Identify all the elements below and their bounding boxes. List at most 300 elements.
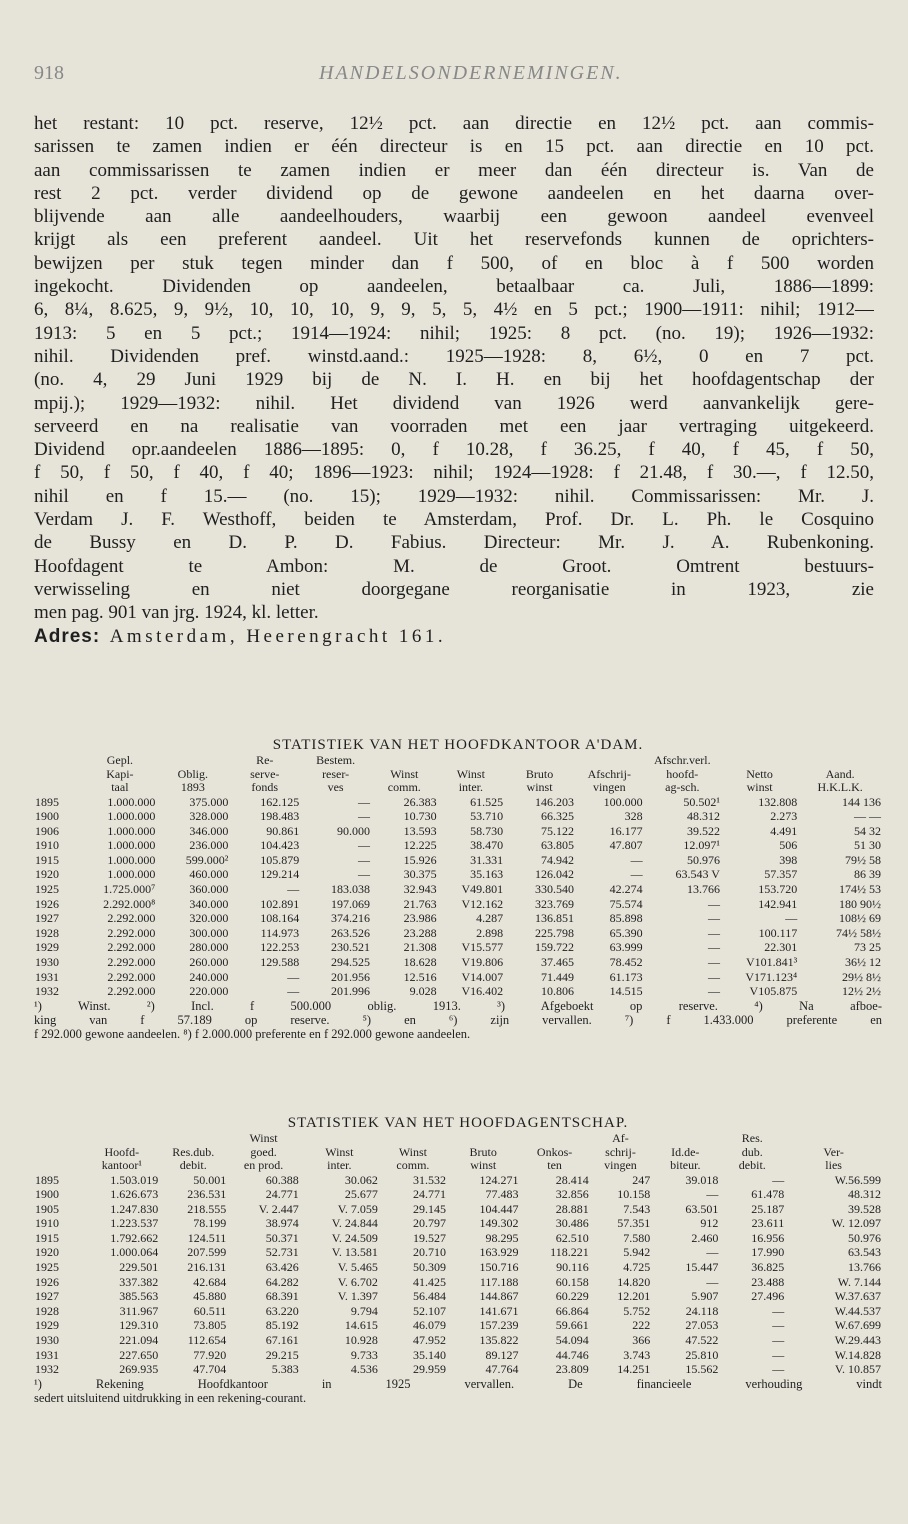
table-cell: 86 39 — [854, 867, 881, 882]
table-cell: 163.929 — [479, 1245, 519, 1260]
table-cell: 39.522 — [686, 823, 720, 838]
year-cell: 1927 — [35, 911, 59, 926]
table-cell: — — [287, 984, 300, 999]
table-cell: 229.501 — [119, 1260, 159, 1275]
table-cell: 4.536 — [350, 1362, 378, 1377]
table-cell: — — [772, 1333, 785, 1348]
column-header — [575, 754, 644, 768]
table-cell: — — [707, 955, 720, 970]
table-cell: 230.521 — [331, 940, 371, 955]
table-cell: 47.807 — [609, 838, 643, 853]
column-header: Afschr.verl. — [653, 754, 711, 767]
table-cell: 19.527 — [412, 1230, 446, 1245]
table-row — [34, 882, 882, 897]
table-cell: 18.628 — [403, 955, 437, 970]
table-cell: 63.805 — [540, 838, 574, 853]
table-cell: 46.079 — [412, 1318, 446, 1333]
table-cell: 323.769 — [534, 896, 574, 911]
table-cell: 42.684 — [193, 1274, 227, 1289]
year-cell: 1926 — [35, 1274, 59, 1289]
table-cell: — — [706, 1274, 719, 1289]
table-cell: W.29.443 — [834, 1333, 881, 1348]
table-cell: 63.220 — [265, 1303, 299, 1318]
column-header: ten — [547, 1159, 562, 1172]
table-cell: 15.447 — [685, 1260, 719, 1275]
table-cell: 24.118 — [685, 1303, 719, 1318]
column-header: comm. — [396, 1159, 430, 1172]
table-cell: — — [358, 838, 371, 853]
table-cell: W. 12.097 — [831, 1216, 881, 1231]
table-cell: V15.577 — [461, 940, 504, 955]
column-header: schrij- — [605, 1145, 636, 1159]
head-office-statistics — [34, 736, 882, 1041]
table-cell: 20.710 — [412, 1245, 446, 1260]
year-cell: 1930 — [35, 955, 59, 970]
table-cell: 30.375 — [403, 867, 437, 882]
column-header: comm. — [387, 781, 421, 794]
table-cell: 108.164 — [260, 911, 300, 926]
table-cell: 20.797 — [412, 1216, 446, 1231]
table-cell: 75.574 — [609, 896, 643, 911]
table-cell: 108½ 69 — [839, 911, 881, 926]
footnote: king van f 57.189 op reserve. ⁵) en ⁶) zijn vervallen. ⁷) f 1.433.000 preferente en — [34, 1013, 882, 1028]
head-agency-statistics — [34, 1114, 882, 1405]
table-cell: 2.273 — [770, 809, 798, 824]
table-cell: 1.626.673 — [110, 1187, 159, 1202]
table-cell: 30.486 — [555, 1216, 589, 1231]
body-line: Verdam J. F. Westhoff, beiden te Amsterdam, Prof. Dr. L. Ph. le Cosquino — [34, 509, 874, 531]
year-cell: 1895 — [35, 1172, 59, 1187]
body-line: (no. 4, 29 Juni 1929 bij de N. I. H. en bij het hoofdagentschap der — [34, 369, 874, 391]
table-cell: 48.312 — [848, 1187, 881, 1202]
table-cell: 90.116 — [556, 1260, 589, 1275]
year-cell: 1906 — [35, 823, 59, 838]
table-row — [34, 1304, 882, 1319]
year-cell: 1928 — [35, 1303, 59, 1318]
column-header: Ver- — [823, 1145, 844, 1159]
body-line: nihil. Dividenden pref. winstd.aand.: 1925—1928: 8, 6½, 0 en 7 pct. — [34, 345, 874, 367]
table-cell: 66.325 — [540, 809, 574, 824]
table-row — [34, 1333, 882, 1348]
year-cell: 1932 — [35, 984, 59, 999]
column-header: Gepl. — [106, 754, 134, 767]
column-header: Winst — [390, 767, 419, 781]
table-cell: 280.000 — [189, 940, 229, 955]
table-cell: 60.229 — [555, 1289, 589, 1304]
year-cell: 1910 — [35, 838, 59, 853]
table-cell: 50.309 — [412, 1260, 446, 1275]
table-cell: 2.460 — [691, 1230, 719, 1245]
body-line: krijgt als een preferent aandeel. Uit het reservefonds kunnen de oprichters- — [34, 229, 874, 251]
table-cell: 63.426 — [265, 1260, 299, 1275]
column-header — [34, 1159, 85, 1173]
table-cell: 153.720 — [758, 882, 798, 897]
table-cell: 247 — [632, 1172, 651, 1187]
column-header: inter. — [458, 781, 484, 794]
table-cell: 63.543 V — [675, 867, 720, 882]
table-cell: 221.094 — [119, 1333, 159, 1348]
page-number: 918 — [34, 62, 64, 84]
table-cell: 74½ 58½ — [836, 925, 881, 940]
table-cell: 9.733 — [350, 1347, 378, 1362]
table-cell: 53.710 — [470, 809, 504, 824]
address-value: Amsterdam, Heerengracht 161. — [109, 625, 447, 647]
table-cell: 89.127 — [485, 1347, 519, 1362]
table-cell: 78.452 — [609, 955, 643, 970]
table-row — [34, 1202, 882, 1217]
table-cell: 60.388 — [265, 1172, 299, 1187]
column-header — [785, 1132, 882, 1146]
header-row — [34, 754, 882, 768]
column-header — [798, 754, 882, 768]
body-line: mpij.); 1929—1932: nihil. Het dividend van 1926 werd aanvankelijk gere- — [34, 392, 874, 414]
column-header: reser- — [322, 767, 350, 781]
table-row — [34, 955, 882, 970]
table-cell: 346.000 — [189, 823, 229, 838]
table-cell: 28.881 — [555, 1201, 589, 1216]
table-cell: 183.038 — [331, 882, 371, 897]
column-header: Af- — [612, 1132, 629, 1145]
table-row — [34, 824, 882, 839]
table-row — [34, 1318, 882, 1333]
table-cell: 197.069 — [331, 896, 371, 911]
table-cell: 159.722 — [534, 940, 574, 955]
table-cell: 58.730 — [470, 823, 504, 838]
table-cell: 39.528 — [848, 1201, 881, 1216]
page-header — [34, 62, 874, 92]
table-cell: 57.351 — [617, 1216, 651, 1231]
body-line: men pag. 901 van jrg. 1924, kl. letter. — [34, 602, 319, 624]
column-header: debit. — [738, 1159, 766, 1172]
table-cell: 47.522 — [685, 1333, 719, 1348]
column-header — [519, 1132, 589, 1146]
year-cell: 1927 — [35, 1289, 59, 1304]
column-header: ves — [327, 781, 344, 794]
table-cell: 162.125 — [260, 794, 300, 809]
header-row — [34, 768, 882, 782]
column-header: Res. — [741, 1132, 763, 1145]
year-cell: 1929 — [35, 1318, 59, 1333]
table-cell: — — [772, 1347, 785, 1362]
table-cell: V. 10.857 — [834, 1362, 881, 1377]
column-header — [447, 1132, 519, 1146]
table-cell: 13.593 — [403, 823, 437, 838]
column-header: dub. — [741, 1145, 763, 1159]
table-cell: 65.390 — [609, 925, 643, 940]
column-header: serve- — [250, 767, 280, 781]
table-cell: 1.503.019 — [110, 1172, 159, 1187]
table-cell: 54.094 — [555, 1333, 589, 1348]
column-header — [156, 754, 229, 768]
table-cell: 7.580 — [623, 1230, 651, 1245]
table-row — [34, 853, 882, 868]
column-header: Id.de- — [671, 1145, 700, 1159]
table-cell: 50.371 — [265, 1230, 299, 1245]
table-cell: W.44.537 — [834, 1303, 881, 1318]
column-header: hoofd- — [666, 767, 699, 781]
table-cell: 14.615 — [344, 1318, 378, 1333]
table-cell: 144 136 — [842, 794, 881, 809]
table-cell: 90.000 — [337, 823, 371, 838]
table-cell: 328.000 — [189, 809, 229, 824]
table-cell: 263.526 — [331, 925, 371, 940]
table-cell: 13.766 — [686, 882, 720, 897]
table-cell: 9.794 — [350, 1303, 378, 1318]
table-cell: 1.000.000 — [107, 867, 156, 882]
table-cell: 85.192 — [265, 1318, 299, 1333]
table-cell: 5.383 — [271, 1362, 299, 1377]
table-cell: 311.967 — [119, 1303, 159, 1318]
table-cell: W. 7.144 — [837, 1274, 881, 1289]
table-cell: 129.214 — [260, 867, 300, 882]
table-cell: 27.496 — [751, 1289, 785, 1304]
table-cell: 16.177 — [609, 823, 643, 838]
table-cell: — — [287, 969, 300, 984]
table-cell: 36½ 12 — [845, 955, 881, 970]
table-cell: 129.310 — [119, 1318, 159, 1333]
table-cell: — — [358, 852, 371, 867]
column-header: Winst — [456, 767, 485, 781]
body-line: het restant: 10 pct. reserve, 12½ pct. aan directie en 12½ pct. aan commis- — [34, 113, 874, 134]
table-cell: 63.999 — [609, 940, 643, 955]
table-cell: 2.292.000 — [107, 984, 156, 999]
table-cell: — — [707, 911, 720, 926]
table-cell: V. 24.509 — [331, 1230, 378, 1245]
year-cell: 1926 — [35, 896, 59, 911]
table-cell: 4.491 — [770, 823, 798, 838]
table-cell: 102.891 — [260, 896, 300, 911]
body-line: 6, 8¼, 8.625, 9, 9½, 10, 10, 10, 9, 9, 5, 5, 4½ en 5 pct.; 1900—1911: nihil; 1912— — [34, 299, 874, 321]
table-cell: V. 6.702 — [337, 1274, 378, 1289]
table-cell: 2.292.000 — [107, 911, 156, 926]
table-cell: 5.752 — [623, 1303, 651, 1318]
table-cell: 73 25 — [854, 940, 881, 955]
table-cell: 26.383 — [403, 794, 437, 809]
column-header: Bruto — [525, 767, 554, 781]
table-cell: 240.000 — [189, 969, 229, 984]
table-cell: — — — [854, 809, 881, 824]
table-cell: 21.308 — [403, 940, 437, 955]
table-cell: W.56.599 — [834, 1172, 881, 1187]
table-cell: V. 2.447 — [258, 1201, 299, 1216]
table-cell: 29.145 — [412, 1201, 446, 1216]
table-cell: V. 13.581 — [331, 1245, 378, 1260]
table-cell: 29½ 8½ — [842, 969, 881, 984]
body-text — [34, 112, 874, 648]
table-cell: 10.928 — [344, 1333, 378, 1348]
table-cell: — — [358, 867, 371, 882]
table-cell: 23.986 — [403, 911, 437, 926]
footnote: sedert uitsluitend uitdrukking in een rekening-courant. — [34, 1391, 307, 1406]
column-header: vingen — [604, 1159, 637, 1172]
table-cell: 23.288 — [403, 925, 437, 940]
table-cell: 1.000.000 — [107, 823, 156, 838]
column-header: winst — [470, 1159, 497, 1172]
body-line: serveerd en na realisatie van voorraden met een jaar vertraging uitgekeerd. — [34, 415, 874, 437]
table-cell: W.67.699 — [834, 1318, 881, 1333]
table-cell: 30.062 — [344, 1172, 378, 1187]
table-row — [34, 809, 882, 824]
table-cell: 142.941 — [758, 896, 798, 911]
table-cell: 5.907 — [691, 1289, 719, 1304]
table-cell: 340.000 — [189, 896, 229, 911]
header-row — [34, 1146, 882, 1160]
year-cell: 1895 — [35, 794, 59, 809]
head-office-table — [34, 754, 882, 999]
column-header — [371, 754, 438, 768]
column-header: vingen — [592, 781, 626, 794]
body-line: sarissen te zamen indien er één directeur is en 15 pct. aan directie en 10 pct. — [34, 136, 874, 158]
table-cell: 73.805 — [193, 1318, 227, 1333]
table-cell: 12½ 2½ — [842, 984, 881, 999]
year-cell: 1929 — [35, 940, 59, 955]
year-cell: 1905 — [35, 1201, 59, 1216]
table-cell: — — [772, 1303, 785, 1318]
column-header: Kapi- — [106, 767, 134, 781]
table-cell: 38.470 — [470, 838, 504, 853]
column-header: Bruto — [469, 1145, 497, 1159]
table-cell: — — [772, 1172, 785, 1187]
column-header: lies — [825, 1159, 842, 1172]
column-header: Afschrij- — [587, 767, 631, 781]
table-cell: 52.107 — [412, 1303, 446, 1318]
table-cell: 117.188 — [479, 1274, 519, 1289]
table-cell: — — [707, 925, 720, 940]
table-cell: 1.247.830 — [110, 1201, 159, 1216]
table-cell: 36.825 — [751, 1260, 785, 1275]
table-cell: 398 — [779, 852, 798, 867]
header-row — [34, 1159, 882, 1173]
table-row — [34, 1289, 882, 1304]
year-cell: 1920 — [35, 867, 59, 882]
table-cell: 63.501 — [685, 1201, 719, 1216]
table-cell: 198.483 — [260, 809, 300, 824]
column-header: Bestem. — [316, 754, 356, 767]
table-cell: 328 — [624, 809, 643, 824]
table-cell: 374.216 — [331, 911, 371, 926]
table-cell: 599.000² — [185, 852, 229, 867]
table-cell: 4.287 — [476, 911, 504, 926]
body-line: blijvende aan alle aandeelhouders, waarbij een gewoon aandeel evenveel — [34, 206, 874, 228]
table-cell: 2.292.000 — [107, 969, 156, 984]
table-cell: 141.671 — [479, 1303, 519, 1318]
table-cell: 225.798 — [534, 925, 574, 940]
table-cell: 136.851 — [534, 911, 574, 926]
table-cell: 366 — [632, 1333, 651, 1348]
table-cell: 60.511 — [193, 1303, 227, 1318]
column-header — [379, 1132, 447, 1146]
table-cell: 135.822 — [479, 1333, 519, 1348]
year-cell: 1920 — [35, 1245, 59, 1260]
table-cell: 56.484 — [412, 1289, 446, 1304]
table-cell: 385.563 — [119, 1289, 159, 1304]
table-cell: 122.253 — [260, 940, 300, 955]
address-label: Adres: — [34, 625, 101, 647]
table-row — [34, 1260, 882, 1275]
table-cell: 47.764 — [485, 1362, 519, 1377]
table-caption: STATISTIEK VAN HET HOOFDAGENTSCHAP. — [287, 1115, 629, 1131]
table-row — [34, 1275, 882, 1290]
table-cell: V. 7.059 — [337, 1201, 378, 1216]
column-header: winst — [746, 781, 773, 794]
table-cell: 9.028 — [409, 984, 437, 999]
table-cell: 14.515 — [609, 984, 643, 999]
body-line: de Bussy en D. P. D. Fabius. Directeur: Mr. J. A. Rubenkoning. — [34, 532, 874, 554]
table-cell: 27.053 — [685, 1318, 719, 1333]
table-cell: 236.531 — [187, 1187, 227, 1202]
table-row — [34, 984, 882, 999]
table-row — [34, 970, 882, 985]
body-line: Hoofdagent te Ambon: M. de Groot. Omtrent bestuurs- — [34, 555, 874, 577]
table-cell: 10.158 — [617, 1187, 651, 1202]
body-line: nihil en f 15.— (no. 15); 1929—1932: nihil. Commissarissen: Mr. J. — [34, 485, 874, 507]
table-cell: 236.000 — [189, 838, 229, 853]
column-header: fonds — [251, 781, 279, 794]
table-row — [34, 1348, 882, 1363]
table-cell: — — [287, 882, 300, 897]
table-cell: 90.861 — [266, 823, 300, 838]
table-row — [34, 1231, 882, 1246]
table-cell: — — [358, 809, 371, 824]
table-row — [34, 1187, 882, 1202]
table-cell: 157.239 — [479, 1318, 519, 1333]
table-row — [34, 1245, 882, 1260]
table-cell: V14.007 — [461, 969, 504, 984]
head-agency-table — [34, 1132, 882, 1377]
table-cell: 104.447 — [479, 1201, 519, 1216]
table-cell: 77.483 — [485, 1187, 519, 1202]
year-cell: 1910 — [35, 1216, 59, 1231]
table-cell: V49.801 — [461, 882, 504, 897]
table-cell: 104.423 — [260, 838, 300, 853]
table-cell: 126.042 — [534, 867, 574, 882]
table-cell: 174½ 53 — [839, 882, 881, 897]
table-cell: 100.117 — [758, 925, 798, 940]
table-cell: 7.543 — [623, 1201, 651, 1216]
table-cell: 32.943 — [403, 882, 437, 897]
column-header — [34, 1146, 85, 1160]
column-header: kantoor¹ — [101, 1159, 142, 1172]
body-line: f 50, f 50, f 40, f 40; 1896—1923: nihil; 1924—1928: f 21.48, f 30.—, f 12.50, — [34, 462, 874, 484]
table-cell: 1.000.000 — [107, 794, 156, 809]
table-cell: V. 5.465 — [337, 1260, 378, 1275]
year-cell: 1931 — [35, 1347, 59, 1362]
table-cell: 12.201 — [617, 1289, 651, 1304]
column-header: goed. — [250, 1145, 277, 1159]
table-cell: 1.000.000 — [107, 852, 156, 867]
table-cell: 460.000 — [189, 867, 229, 882]
table-cell: 21.763 — [403, 896, 437, 911]
table-cell: 15.926 — [403, 852, 437, 867]
table-cell: 4.725 — [623, 1260, 651, 1275]
column-header: Oblig. — [177, 767, 209, 781]
table-cell: 201.956 — [331, 969, 371, 984]
table-cell: 61.173 — [609, 969, 643, 984]
table-cell: 150.716 — [479, 1260, 519, 1275]
table-cell: 1.792.662 — [110, 1230, 159, 1245]
table-cell: 29.215 — [265, 1347, 299, 1362]
table-cell: 42.274 — [609, 882, 643, 897]
table-cell: 50.976 — [848, 1230, 881, 1245]
table-cell: W.37.637 — [834, 1289, 881, 1304]
body-line: verwisseling en niet doorgegane reorganisatie in 1923, zie — [34, 578, 874, 600]
table-caption: STATISTIEK VAN HET HOOFDKANTOOR A'DAM. — [272, 737, 644, 753]
table-cell: 28.414 — [555, 1172, 589, 1187]
body-line: aan commissarissen te zamen indien er meer dan één directeur is. Van de — [34, 159, 874, 181]
table-cell: 23.809 — [555, 1362, 589, 1377]
table-cell: — — [630, 852, 643, 867]
table-cell: 207.599 — [187, 1245, 227, 1260]
